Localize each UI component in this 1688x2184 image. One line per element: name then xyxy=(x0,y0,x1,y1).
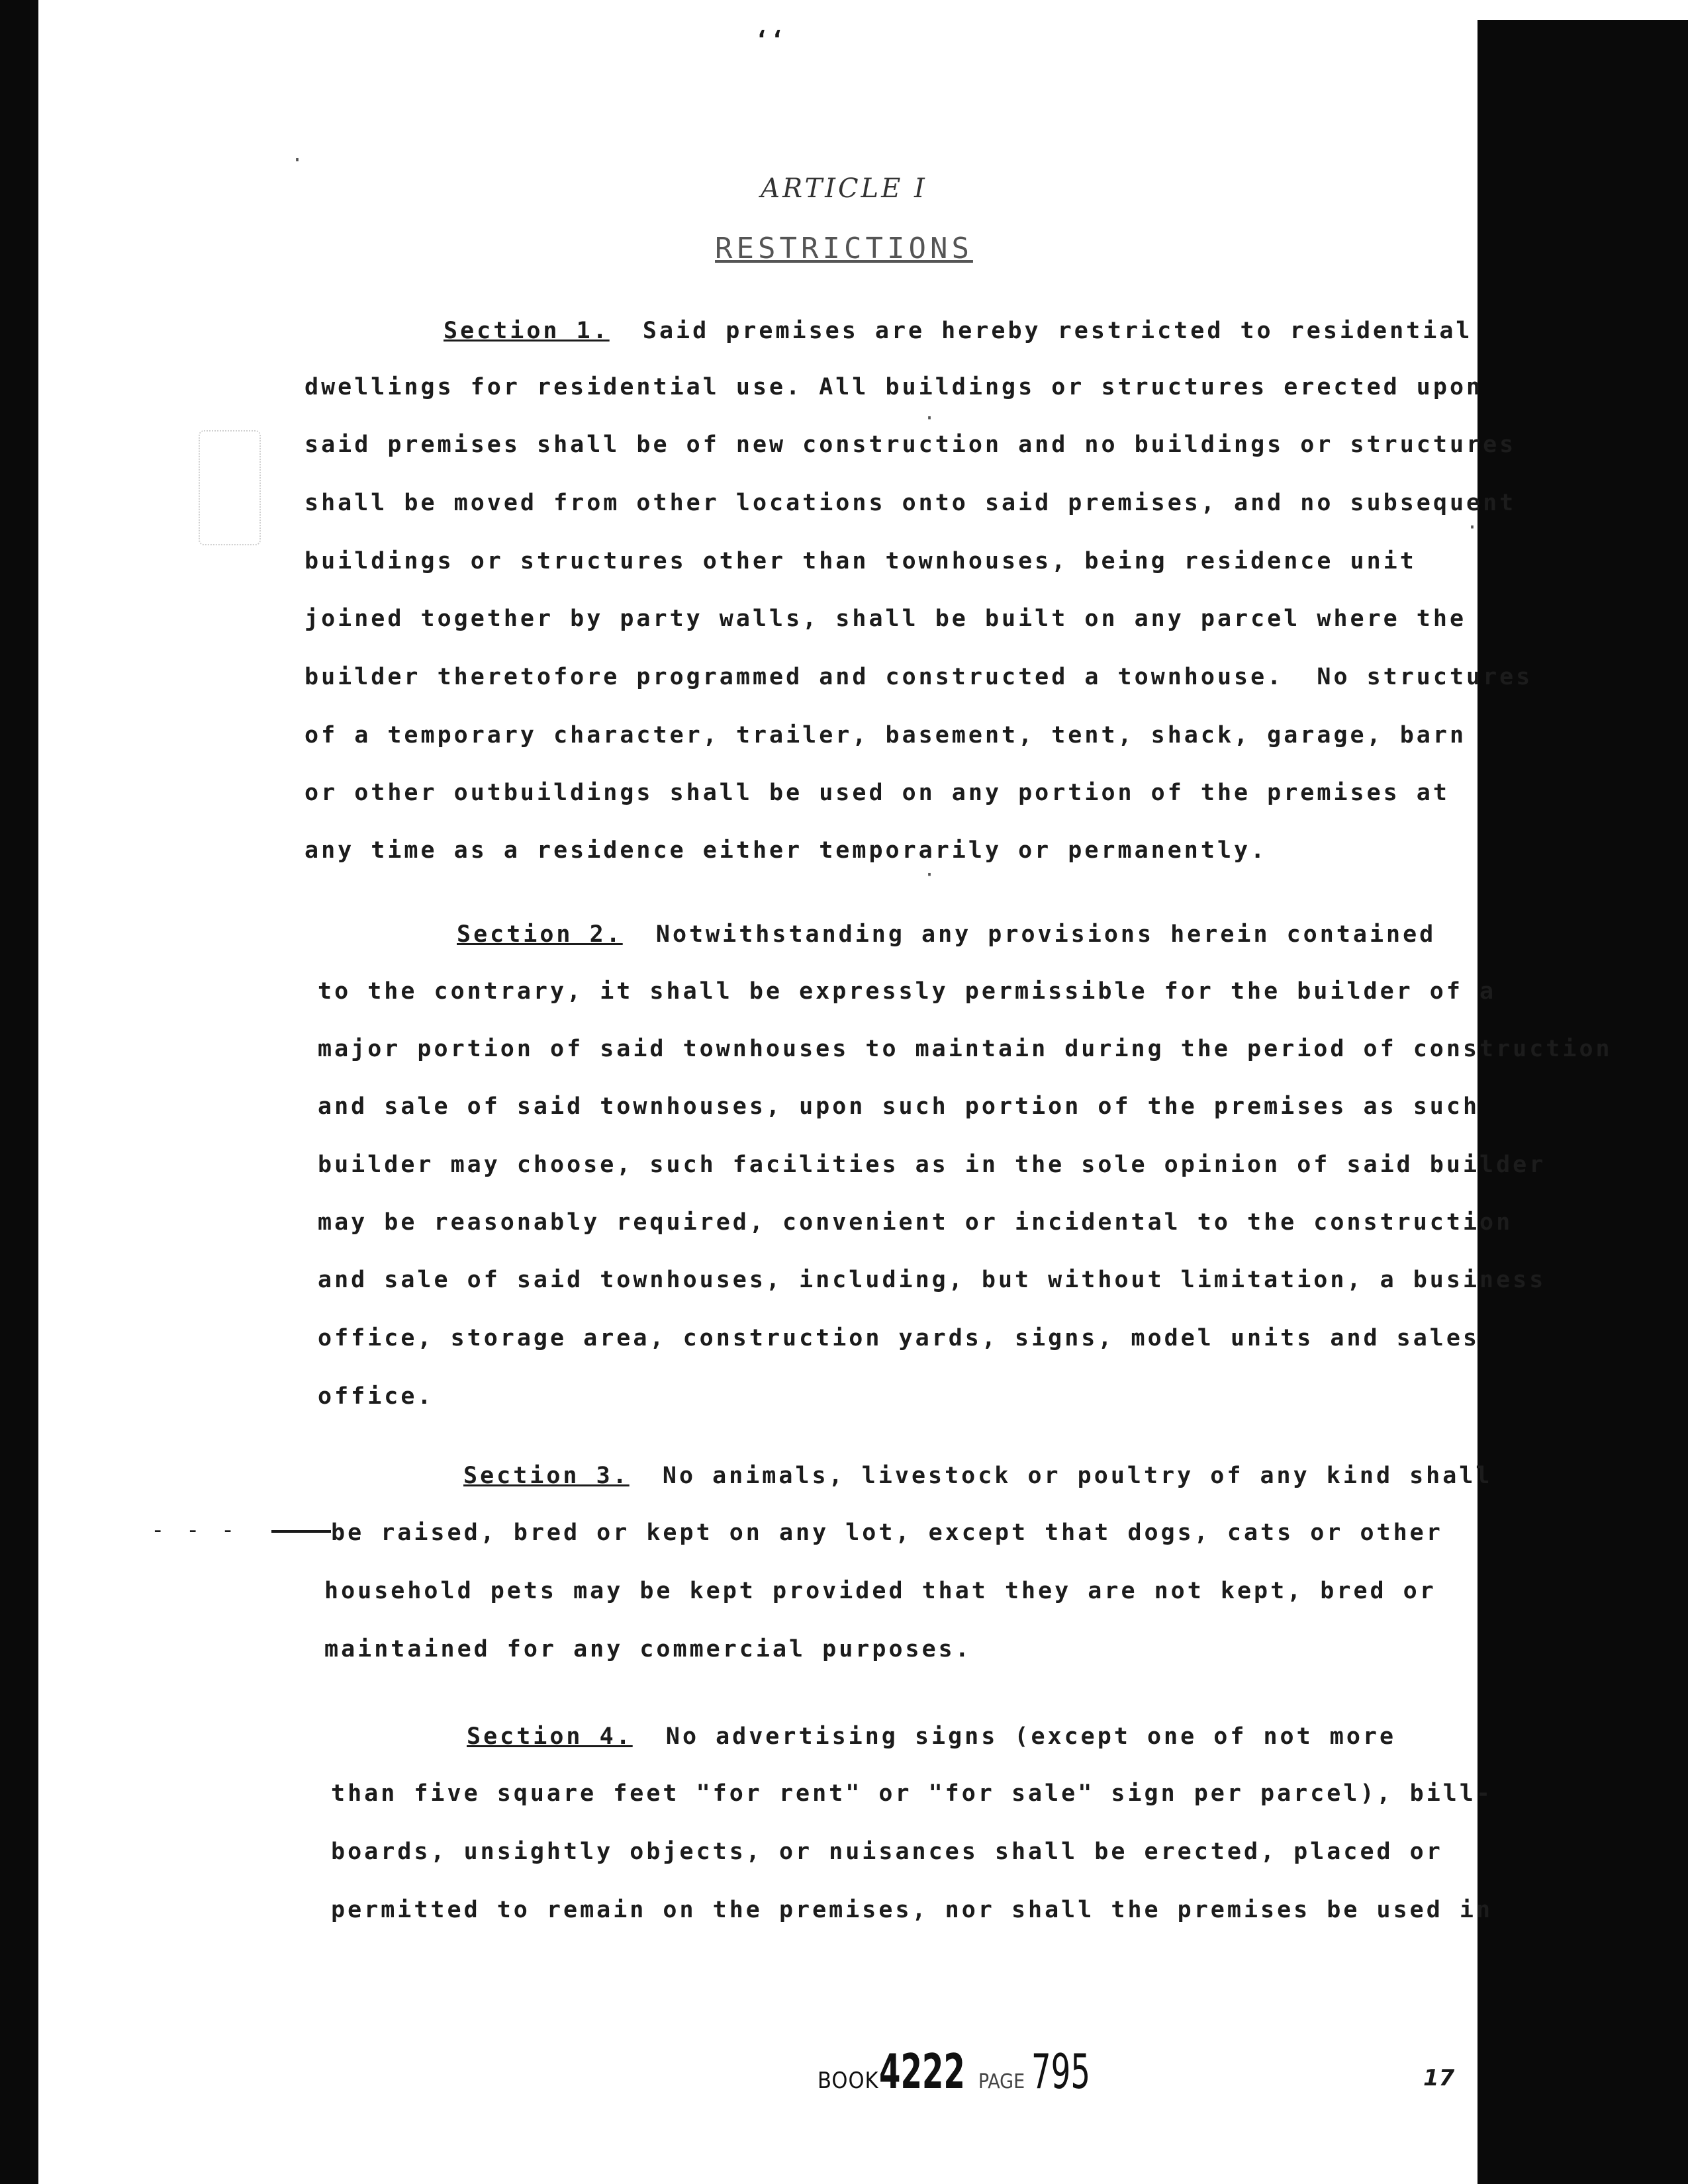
section-4-line-1: than five square feet "for rent" or "for sale" sign per parcel), bill- xyxy=(331,1780,1493,1807)
section-4-line-0: No advertising signs (except one of not more xyxy=(665,1723,1397,1750)
section-2-line-0: Notwithstanding any provisions herein contained xyxy=(655,921,1436,948)
section-2-line-1: to the contrary, it shall be expressly permissible for the builder of a xyxy=(318,978,1497,1005)
section-2-first-line xyxy=(457,921,1436,948)
section-1-line-9: any time as a residence either temporarily or permanently. xyxy=(305,837,1268,864)
section-2-label: Section 2. xyxy=(457,921,623,948)
section-2-line-5: may be reasonably required, convenient or incidental to the construction xyxy=(318,1209,1513,1236)
book-page-stamp xyxy=(818,2044,1113,2099)
section-1-line-6: builder theretofore programmed and constructed a townhouse. No structures xyxy=(305,664,1533,690)
section-4-line-3: permitted to remain on the premises, nor shall the premises be used in xyxy=(331,1897,1493,1923)
section-1-line-2: said premises shall be of new construction and no buildings or structures xyxy=(305,432,1517,458)
speck: · xyxy=(923,864,936,887)
section-1-line-0: Said premises are hereby restricted to residential xyxy=(642,318,1473,344)
speck: · xyxy=(291,149,304,172)
book-prefix: BOOK xyxy=(818,2068,879,2094)
section-2-line-8: office. xyxy=(318,1383,434,1410)
section-4-line-2: boards, unsightly objects, or nuisances shall be erected, placed or xyxy=(331,1839,1443,1865)
section-4-first-line xyxy=(467,1723,1396,1750)
top-mark: ‘‘ xyxy=(755,26,786,54)
section-3-line-1: be raised, bred or kept on any lot, except that dogs, cats or other xyxy=(331,1520,1443,1546)
section-3-line-3: maintained for any commercial purposes. xyxy=(324,1636,972,1662)
speck: · xyxy=(923,407,936,430)
section-1-line-5: joined together by party walls, shall be built on any parcel where the xyxy=(305,606,1467,632)
section-2-line-7: office, storage area, construction yards, signs, model units and sales xyxy=(318,1325,1480,1351)
section-1-line-1: dwellings for residential use. All buildings or structures erected upon xyxy=(305,374,1483,400)
section-1-line-3: shall be moved from other locations onto said premises, and no subsequent xyxy=(305,490,1517,516)
section-1-line-7: of a temporary character, trailer, basement, tent, shack, garage, barn xyxy=(305,722,1467,749)
page-prefix: PAGE xyxy=(978,2070,1025,2093)
section-1-first-line xyxy=(444,318,1472,344)
section-4-label: Section 4. xyxy=(467,1723,633,1750)
section-3-label: Section 3. xyxy=(463,1463,630,1489)
margin-stamp xyxy=(199,430,261,545)
section-1-line-8: or other outbuildings shall be used on any portion of the premises at xyxy=(305,780,1450,806)
section-3-line-0: No animals, livestock or poultry of any kind shall xyxy=(662,1463,1493,1489)
section-1-label: Section 1. xyxy=(444,318,610,344)
section-2-line-3: and sale of said townhouses, upon such portion of the premises as such xyxy=(318,1093,1480,1120)
scan-border-right xyxy=(1477,20,1688,2184)
section-2-line-2: major portion of said townhouses to maintain during the period of construction xyxy=(318,1036,1613,1062)
sheet-number: 17 xyxy=(1423,2065,1455,2091)
section-2-line-4: builder may choose, such facilities as in the sole opinion of said builder xyxy=(318,1152,1546,1178)
page-number-stamp: 795 xyxy=(1031,2044,1091,2099)
section-1-line-4: buildings or structures other than townhouses, being residence unit xyxy=(305,548,1417,574)
speck: · xyxy=(1466,516,1479,539)
section-3-line-2: household pets may be kept provided that they are not kept, bred or xyxy=(324,1578,1436,1604)
scan-border-left xyxy=(0,0,38,2184)
margin-dash-line xyxy=(271,1530,331,1533)
section-2-line-6: and sale of said townhouses, including, but without limitation, a business xyxy=(318,1267,1546,1293)
article-heading: ARTICLE I xyxy=(761,173,927,204)
section-3-first-line xyxy=(463,1463,1492,1489)
article-title: RESTRICTIONS xyxy=(715,232,973,265)
book-number: 4222 xyxy=(878,2044,965,2099)
scan-border-right-cap xyxy=(1477,0,1688,20)
margin-dashes: - - - xyxy=(151,1517,239,1543)
